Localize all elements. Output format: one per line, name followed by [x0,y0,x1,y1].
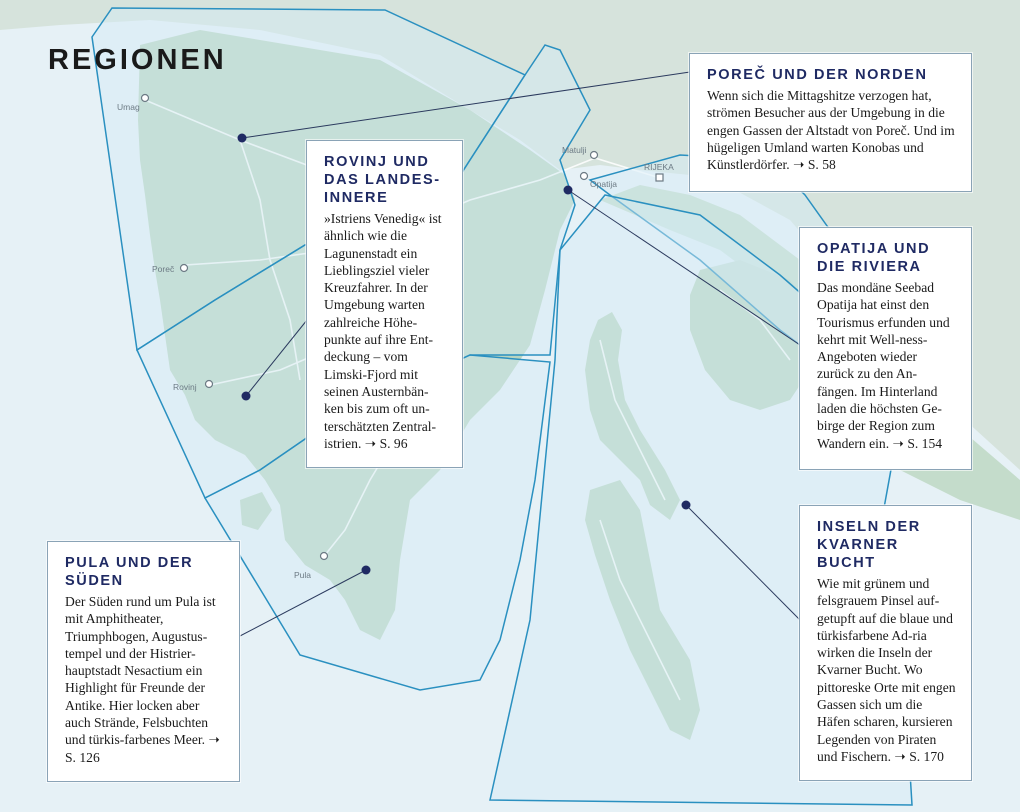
region-box-rovinj-inland [306,140,463,468]
town-umag-label: Umag [117,102,140,112]
town-porec-label: Poreč [152,264,175,274]
town-rovinj-icon [206,381,213,388]
town-matulji-label: Matulji [562,145,587,155]
town-matulji-icon [591,152,598,159]
region-box-porec-north [689,53,972,192]
region-box-pula-south [47,541,240,782]
region-box-opatija-riviera [799,227,972,470]
region-description: »Istriens Venedig« ist ähnlich wie die Lagunenstadt ein Lieblingsziel vieler Kreuzfahrer. In der Umgebung warten zahlreiche Höhe-punkte auf ihre Ent-deckung – vom Limski-Fjord mit seinen Austernbän-ken bis zum oft un-terschätzten Zentral-istrien. ➝ S. 96 [324,211,442,451]
page-title: REGIONEN [48,44,227,76]
region-heading: POREČ UND DER NORDEN [707,67,928,83]
marker-kvarner-islands[interactable] [682,501,691,510]
region-description: Das mondäne Seebad Opatija hat einst den Tourismus erfunden und kehrt mit Well-ness-Angeboten wieder zurück zu den An-fängen. Im Hinterland laden die höchsten Ge-birge der Region zum Wandern ein. ➝ S. 154 [817,280,950,451]
marker-pula-south[interactable] [362,566,371,575]
town-rijeka-icon [656,174,663,181]
region-description: Wenn sich die Mittagshitze verzogen hat, strömen Besucher aus der Umgebung in die engen Gassen der Altstadt von Poreč. Und im hügeligen Umland warten Konobas und Künstlerdörfer. ➝ S. 58 [707,88,955,173]
region-description: Der Süden rund um Pula ist mit Amphitheater, Triumphbogen, Augustus-tempel und der Histrier-hauptstadt Nesactium ein Highlight für Freunde der Antike. Hier locken aber auch Strände, Felsbuchten und türkis-farbenes Meer. ➝ S. 126 [65,594,220,765]
town-opatija-icon [581,173,588,180]
town-pula-icon [321,553,328,560]
town-rovinj-label: Rovinj [173,382,197,392]
region-box-kvarner-islands [799,505,972,781]
town-rijeka-label: RIJEKA [644,162,674,172]
marker-rovinj-inland[interactable] [242,392,251,401]
town-porec-icon [181,265,188,272]
region-description: Wie mit grünem und felsgrauem Pinsel auf-getupft auf die blaue und türkisfarbene Ad-ria wirken die Inseln der Kvarner Bucht. Wo pittoreske Orte mit engen Gassen sich um die Häfen scharen, kursieren Legenden von Piraten und Fischern. ➝ S. 170 [817,576,956,764]
town-opatija-label: Opatija [590,179,617,189]
town-pula-label: Pula [294,570,312,580]
town-umag-icon [142,95,149,102]
marker-porec-north[interactable] [238,134,247,143]
region-heading: ROVINJ UND DAS LANDES-INNERE [324,154,441,206]
region-heading: INSELN DER KVARNER BUCHT [817,519,921,571]
marker-opatija-riviera[interactable] [564,186,573,195]
region-heading: PULA UND DER SÜDEN [65,555,194,589]
region-heading: OPATIJA UND DIE RIVIERA [817,241,931,275]
